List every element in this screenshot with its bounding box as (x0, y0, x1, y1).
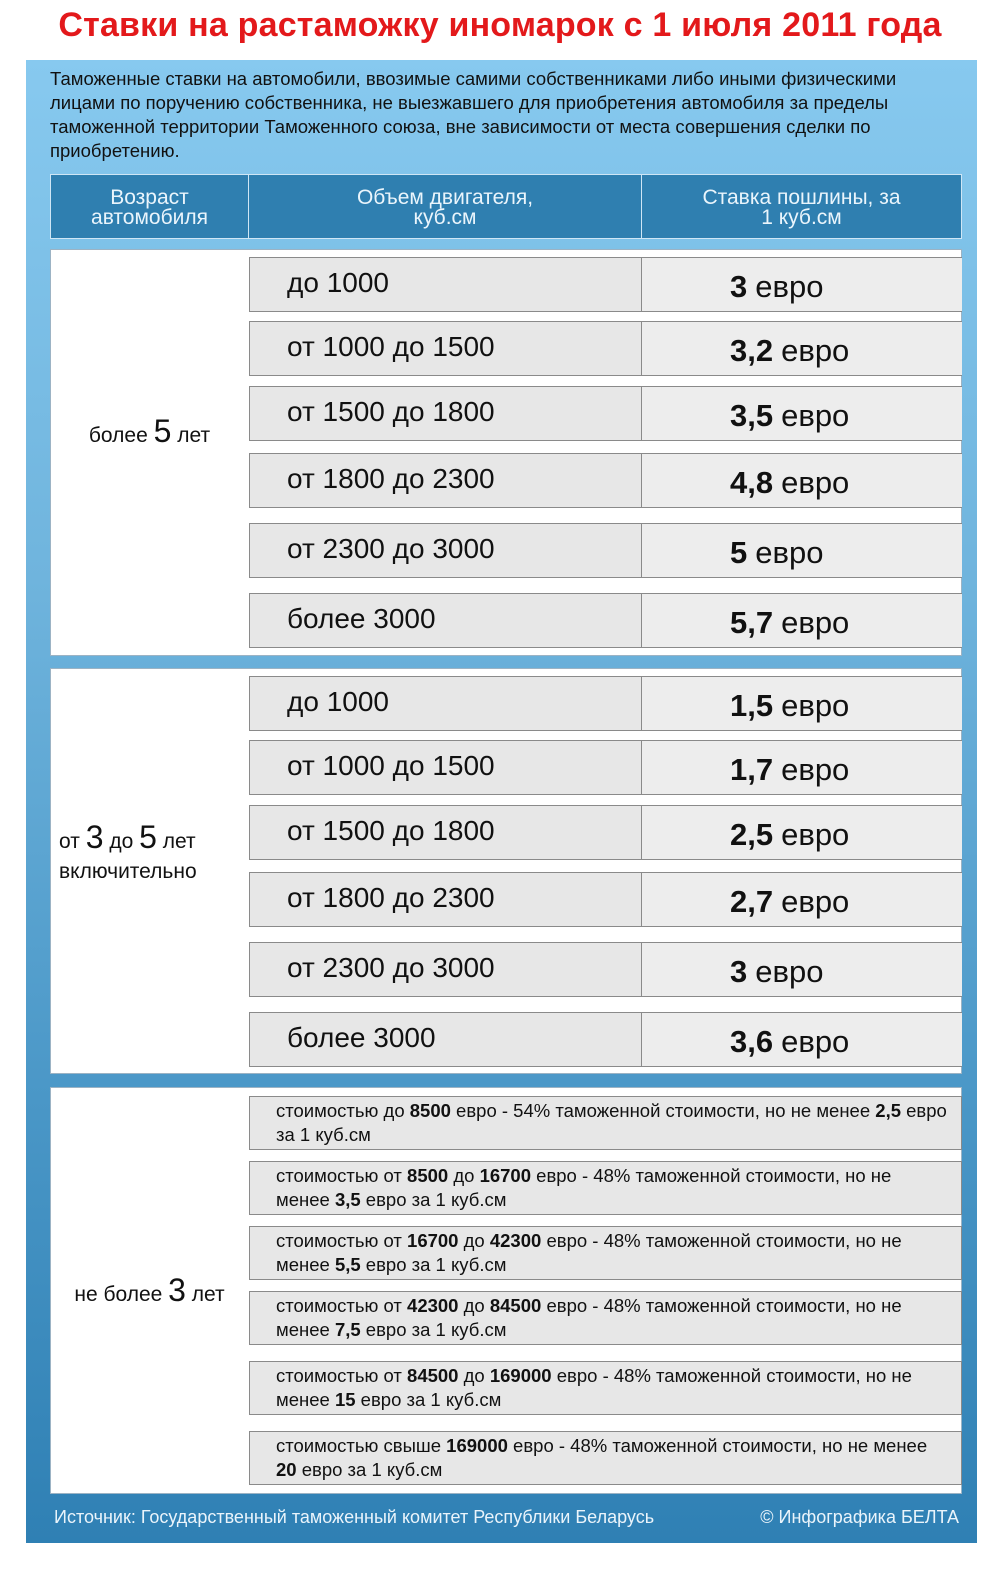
bold-value: 42300 (407, 1295, 459, 1316)
age-word: лет (177, 424, 211, 447)
text-part: до (458, 1230, 490, 1251)
text-part: стоимостью до (276, 1100, 410, 1121)
age-number: 3 (85, 819, 104, 855)
text-part: стоимостью от (276, 1365, 408, 1386)
rate-cell (642, 1013, 962, 1066)
table-row (249, 593, 962, 648)
table-row (249, 321, 962, 376)
rate-cell (642, 741, 962, 794)
table-row (249, 523, 962, 578)
age-label-under-3 (51, 1272, 248, 1310)
header-age (51, 175, 249, 238)
table-row (249, 942, 962, 997)
table-row (249, 740, 962, 795)
table-row (249, 872, 962, 927)
text-part: до (458, 1295, 490, 1316)
bold-value: 20 (276, 1459, 297, 1480)
age-word: до (109, 830, 134, 853)
rate-unit: евро (755, 953, 824, 989)
group-3-to-5-years (50, 668, 962, 1074)
rate-cell (642, 873, 962, 926)
age-word: включительно (59, 860, 197, 883)
text-part: евро - 48% таможенной стоимости, но не менее (276, 1230, 902, 1275)
bold-value: 8500 (407, 1165, 449, 1186)
text-part: стоимостью от (276, 1295, 408, 1316)
text-part: евро - 48% таможенной стоимости, но не менее (276, 1295, 902, 1340)
volume-cell: от 2300 до 3000 (249, 524, 642, 577)
intro-text: Таможенные ставки на автомобили, ввозимые самими собственниками либо иными физическими лицами по поручению собственника, не выезжавшего для приобретения автомобиля за пределы таможенной территории Таможенного союза, вне зависимости от места совершения сделки по приобретению. (50, 68, 897, 161)
table-row (249, 1291, 962, 1345)
age-word: лет (162, 830, 196, 853)
rate-cell (642, 258, 962, 311)
source-note: Источник: Государственный таможенный комитет Республики Беларусь (54, 1507, 655, 1527)
text-part: до (458, 1365, 490, 1386)
age-word: лет (191, 1283, 225, 1306)
text-part: евро - 48% таможенной стоимости, но не менее (276, 1165, 892, 1210)
rate-unit: евро (781, 397, 850, 433)
table-row (249, 1431, 962, 1485)
table-row (249, 1226, 962, 1280)
age-number: 5 (139, 819, 157, 855)
age-number: 5 (153, 413, 172, 449)
rate-cell (642, 322, 962, 375)
bold-value: 2,5 (875, 1100, 901, 1121)
text-part: до (448, 1165, 480, 1186)
table-row (249, 676, 962, 731)
volume-cell: от 1800 до 2300 (249, 454, 642, 507)
volume-cell: до 1000 (249, 677, 642, 730)
text-part: евро - 48% таможенной стоимости, но не менее (507, 1435, 928, 1456)
age-label-3-to-5 (59, 819, 249, 887)
text-part: евро за 1 куб.см (360, 1189, 507, 1210)
text-part: стоимостью от (276, 1230, 408, 1251)
header-rate (642, 175, 961, 238)
bold-value: 84500 (407, 1365, 459, 1386)
text-part: евро за 1 куб.см (360, 1254, 507, 1275)
rate-value: 5,7 (730, 604, 774, 640)
text-part: стоимостью от (276, 1165, 408, 1186)
volume-cell: от 1500 до 1800 (249, 806, 642, 859)
header-volume-label: Объем двигателя, куб.см (356, 185, 534, 229)
group-under-3-years (50, 1087, 962, 1494)
text-part: евро - 54% таможенной стоимости, но не менее (450, 1100, 876, 1121)
rate-value: 1,7 (730, 751, 774, 787)
table-row (249, 257, 962, 312)
bold-value: 169000 (489, 1365, 552, 1386)
volume-cell: от 2300 до 3000 (249, 943, 642, 996)
volume-cell: до 1000 (249, 258, 642, 311)
rate-unit: евро (781, 816, 850, 852)
rate-value: 2,5 (730, 816, 774, 852)
rate-cell (642, 943, 962, 996)
credit-note: © Инфографика БЕЛТА (760, 1507, 959, 1527)
page-title: Ставки на растаможку иномарок с 1 июля 2011 года (58, 6, 942, 44)
volume-cell: от 1500 до 1800 (249, 387, 642, 440)
rate-value: 4,8 (730, 464, 774, 500)
table-header (50, 174, 962, 239)
volume-cell: от 1000 до 1500 (249, 322, 642, 375)
table-row (249, 1161, 962, 1215)
rate-cell (642, 594, 962, 647)
text-part: евро за 1 куб.см (355, 1389, 502, 1410)
age-label-over-5 (51, 413, 248, 451)
bold-value: 42300 (489, 1230, 542, 1251)
rate-unit: евро (781, 1023, 850, 1059)
age-word: более (88, 424, 148, 447)
rate-value: 5 (730, 534, 748, 570)
rate-unit: евро (781, 751, 850, 787)
rate-cell (642, 806, 962, 859)
text-part: евро за 1 куб.см (360, 1319, 507, 1340)
footer (54, 1507, 959, 1528)
volume-cell: более 3000 (249, 1013, 642, 1066)
rate-unit: евро (755, 534, 824, 570)
rate-value: 3,5 (730, 397, 774, 433)
text-part: евро - 48% таможенной стоимости, но не менее (276, 1365, 912, 1410)
bold-value: 3,5 (334, 1189, 361, 1210)
age-word: от (59, 830, 80, 853)
bold-value: 7,5 (334, 1319, 361, 1340)
rate-unit: евро (781, 604, 850, 640)
table-row (249, 805, 962, 860)
table-row (249, 1361, 962, 1415)
table-row (249, 1096, 962, 1150)
bold-value: 169000 (446, 1435, 508, 1456)
text-part: евро за 1 куб.см (296, 1459, 443, 1480)
bold-value: 16700 (407, 1230, 459, 1251)
age-number: 3 (168, 1272, 186, 1308)
bold-value: 15 (334, 1389, 356, 1410)
group-over-5-years (50, 249, 962, 656)
text-part: евро за 1 куб.см (276, 1100, 947, 1145)
rate-unit: евро (781, 883, 850, 919)
rate-value: 2,7 (730, 883, 774, 919)
bold-value: 5,5 (334, 1254, 361, 1275)
rate-cell (642, 677, 962, 730)
volume-cell: более 3000 (249, 594, 642, 647)
rate-cell (642, 387, 962, 440)
table-row (249, 386, 962, 441)
rate-cell (642, 524, 962, 577)
rate-unit: евро (781, 687, 850, 723)
header-rate-label: Ставка пошлины, за 1 куб.см (702, 185, 901, 229)
rate-value: 3 (730, 268, 748, 304)
rate-value: 3,2 (730, 332, 774, 368)
rate-value: 3 (730, 953, 748, 989)
rate-cell (642, 454, 962, 507)
bold-value: 84500 (489, 1295, 542, 1316)
table-row (249, 1012, 962, 1067)
table-row (249, 453, 962, 508)
rate-value: 3,6 (730, 1023, 774, 1059)
rate-unit: евро (781, 332, 850, 368)
header-volume (249, 175, 642, 238)
age-word: не более (74, 1283, 163, 1306)
rate-value: 1,5 (730, 687, 774, 723)
volume-cell: от 1000 до 1500 (249, 741, 642, 794)
text-part: стоимостью свыше (276, 1435, 447, 1456)
rate-unit: евро (781, 464, 850, 500)
rate-unit: евро (755, 268, 824, 304)
bold-value: 8500 (409, 1100, 451, 1121)
bold-value: 16700 (479, 1165, 532, 1186)
volume-cell: от 1800 до 2300 (249, 873, 642, 926)
header-age-label: Возраст автомобиля (91, 185, 208, 229)
